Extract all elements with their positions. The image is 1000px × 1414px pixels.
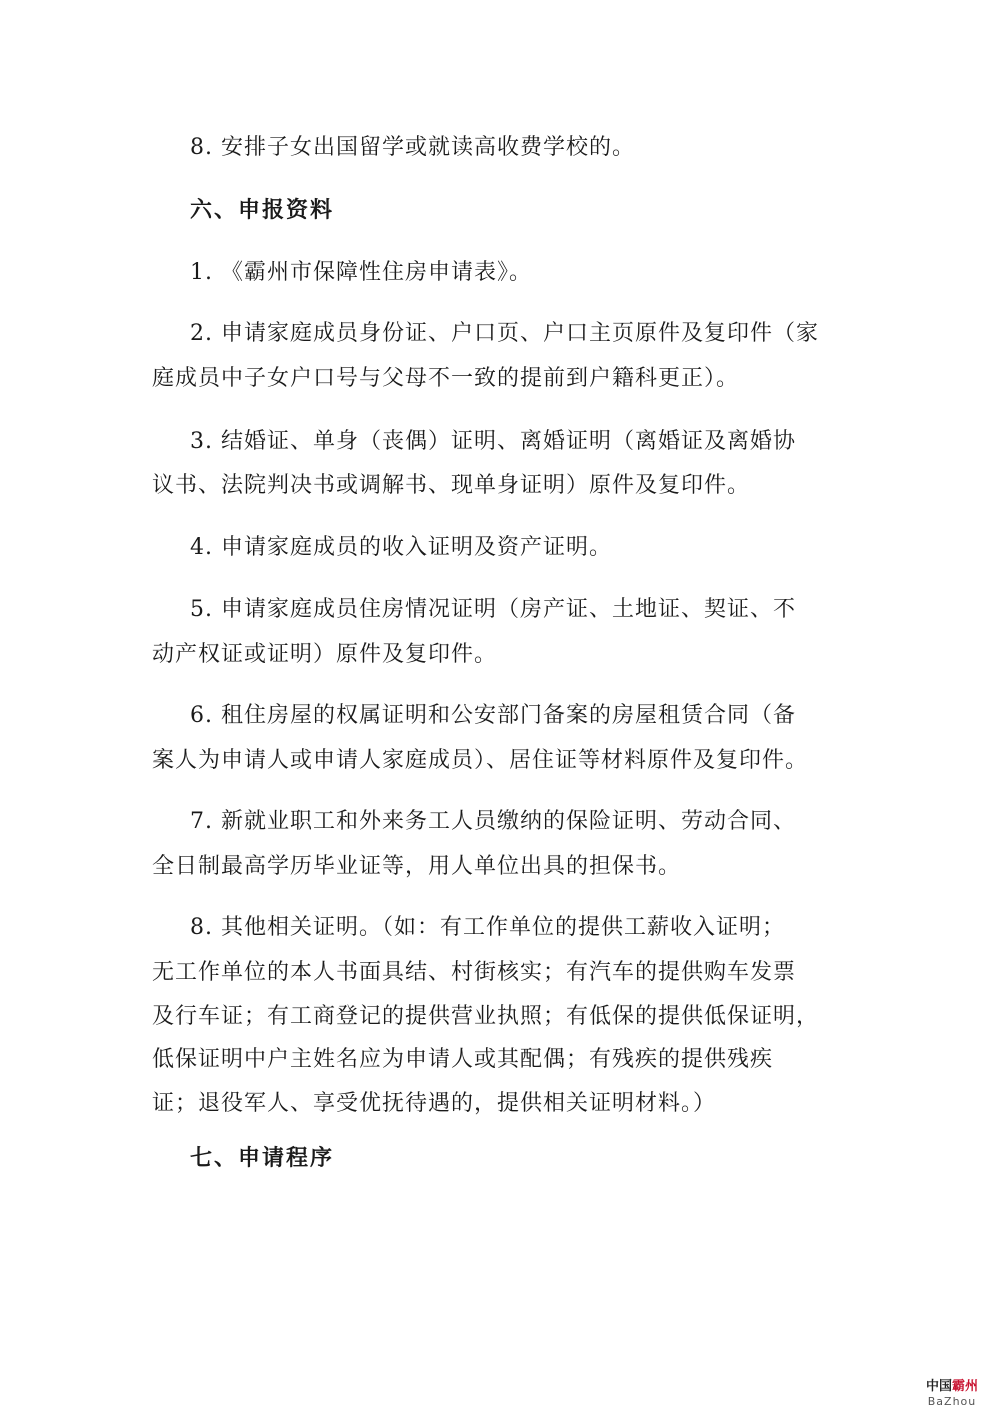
material-item-8-line-2: 无工作单位的本人书面具结、村街核实；有汽车的提供购车发票 <box>152 960 797 985</box>
material-item-6-line-2: 案人为申请人或申请人家庭成员）、居住证等材料原件及复印件。 <box>152 748 809 773</box>
material-item-7-line-2: 全日制最高学历毕业证等，用人单位出具的担保书。 <box>152 854 682 879</box>
section-heading-materials: 六、申报资料 <box>190 198 335 223</box>
watermark-sub-text: BaZhou <box>927 1395 977 1408</box>
material-item-5-line-2: 动产权证或证明）原件及复印件。 <box>152 642 498 667</box>
material-item-3-line-2: 议书、法院判决书或调解书、现单身证明）原件及复印件。 <box>152 473 751 498</box>
material-item-3-line-1: 3. 结婚证、单身（丧偶）证明、离婚证明（离婚证及离婚协 <box>190 429 796 454</box>
material-item-8-line-3: 及行车证；有工商登记的提供营业执照；有低保的提供低保证明， <box>152 1004 820 1029</box>
watermark-main-text <box>912 1379 992 1395</box>
material-item-6-line-1: 6. 租住房屋的权属证明和公安部门备案的房屋租赁合同（备 <box>190 703 796 728</box>
material-item-2-line-2: 庭成员中子女户口号与父母不一致的提前到户籍科更正）。 <box>152 366 740 391</box>
item-8-children-study: 8. 安排子女出国留学或就读高收费学校的。 <box>190 135 635 160</box>
section-heading-procedure: 七、申请程序 <box>190 1146 335 1171</box>
material-item-8-line-1: 8. 其他相关证明。（如：有工作单位的提供工薪收入证明； <box>190 915 785 940</box>
material-item-1: 1. 《霸州市保障性住房申请表》。 <box>190 260 532 285</box>
site-watermark-logo <box>912 1379 992 1408</box>
watermark-text-accent: 霸州 <box>952 1379 979 1394</box>
material-item-2-line-1: 2. 申请家庭成员身份证、户口页、户口主页原件及复印件（家 <box>190 321 819 346</box>
watermark-text-main: 中国 <box>925 1379 952 1394</box>
material-item-7-line-1: 7. 新就业职工和外来务工人员缴纳的保险证明、劳动合同、 <box>190 809 796 834</box>
material-item-5-line-1: 5. 申请家庭成员住房情况证明（房产证、土地证、契证、不 <box>190 597 796 622</box>
material-item-4: 4. 申请家庭成员的收入证明及资产证明。 <box>190 535 612 560</box>
material-item-8-line-5: 证；退役军人、享受优抚待遇的，提供相关证明材料。） <box>152 1091 717 1116</box>
material-item-8-line-4: 低保证明中户主姓名应为申请人或其配偶；有残疾的提供残疾 <box>152 1047 774 1072</box>
